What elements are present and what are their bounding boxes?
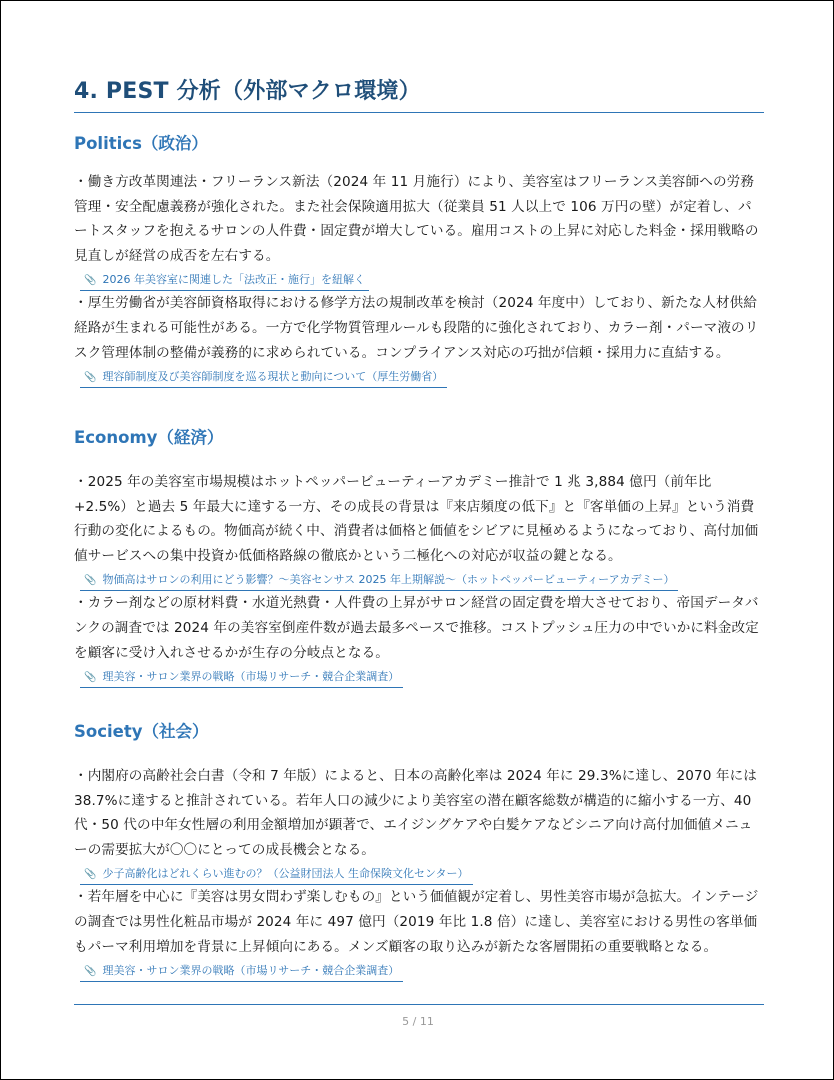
page-number: 5 / 11	[402, 1015, 434, 1028]
reference-label: 少子高齢化はどれくらい進むの？（公益財団法人 生命保険文化センター）	[102, 867, 469, 881]
reference-label: 理容師制度及び美容師制度を巡る現状と動向について（厚生労働省）	[102, 370, 444, 384]
paperclip-icon: 📎	[84, 575, 97, 587]
reference-label: 理美容・サロン業界の戦略（市場リサーチ・競合企業調査）	[102, 670, 400, 684]
section-heading: Politics（政治）	[74, 134, 208, 153]
paragraph: ・2025 年の美容室市場規模はホットペッパービューティーアカデミー推計で 1 兆 3,884 億円（前年比+2.5%）と過去 5 年最大に達する一方、その成長の背景は『来店頻度の低下』と『客単価の上昇』という消費行動の変化によるもの。物価高が続く中、消費者は価格と価値をシビアに見極めるようになっており、高付加価値サービスへの集中投資か低価格路線の徹底かという二極化への対応が収益の鍵となる。	[74, 474, 759, 564]
footer-divider	[74, 1004, 764, 1005]
reference-label: 物価高はサロンの利用にどう影響？〜美容センサス 2025 年上期解説〜（ホットペッパービューティーアカデミー）	[102, 573, 675, 587]
title-divider	[74, 112, 764, 113]
reference-label: 2026 年美容室に関連した「法改正・施行」を紐解く	[102, 273, 365, 287]
paperclip-icon: 📎	[84, 869, 97, 881]
reference-link[interactable]	[80, 963, 403, 982]
reference-link[interactable]	[80, 572, 678, 591]
section-politics	[74, 133, 764, 388]
paragraph: ・内閣府の高齢社会白書（令和 7 年版）によると、日本の高齢化率は 2024 年に 29.3%に達し、2070 年には 38.7%に達すると推計されている。若年人口の減少により美容室の潜在顧客総数が構造的に縮小する一方、40 代・50 代の中年女性層の利用金額増加が顕著で、エイジングケアや白髪ケアなどシニア向け高付加価値メニューの需要拡大が〇〇にとっての成長機会となる。	[74, 768, 758, 858]
section-economy	[74, 427, 764, 688]
paragraph: ・働き方改革関連法・フリーランス新法（2024 年 11 月施行）により、美容室はフリーランス美容師への労務管理・安全配慮義務が強化された。また社会保険適用拡大（従業員 51 人以上で 106 万円の壁）が定着し、パートスタッフを抱えるサロンの人件費・固定費が増大している。雇用コストの上昇に対応した料金・採用戦略の見直しが経営の成否を左右する。	[74, 174, 759, 264]
paperclip-icon: 📎	[84, 275, 97, 287]
paragraph: ・若年層を中心に『美容は男女問わず楽しむもの』という価値観が定着し、男性美容市場が急拡大。インテージの調査では男性化粧品市場が 2024 年に 497 億円（2019 年比 1.8 倍）に達し、美容室における男性の客単価もパーマ利用増加を背景に上昇傾向にある。メンズ顧客の取り込みが新たな客層開拓の重要戦略となる。	[74, 889, 759, 955]
paperclip-icon: 📎	[84, 372, 97, 384]
paragraph: ・厚生労働省が美容師資格取得における修学方法の規制改革を検討（2024 年度中）しており、新たな人材供給経路が生まれる可能性がある。一方で化学物質管理ルールも段階的に強化されており、カラー剤・パーマ液のリスク管理体制の整備が義務的に求められている。コンプライアンス対応の巧拙が信頼・採用力に直結する。	[74, 295, 759, 361]
page-title: 4. PEST 分析（外部マクロ環境）	[74, 79, 421, 104]
reference-link[interactable]	[80, 272, 369, 291]
reference-label: 理美容・サロン業界の戦略（市場リサーチ・競合企業調査）	[102, 964, 400, 978]
paperclip-icon: 📎	[84, 672, 97, 684]
paragraph: ・カラー剤などの原材料費・水道光熱費・人件費の上昇がサロン経営の固定費を増大させており、帝国データバンクの調査では 2024 年の美容室倒産件数が過去最多ペースで推移。コストプッシュ圧力の中でいかに料金改定を顧客に受け入れさせるかが生存の分岐点となる。	[74, 595, 759, 661]
reference-link[interactable]	[80, 669, 403, 688]
reference-link[interactable]	[80, 369, 447, 388]
reference-link[interactable]	[80, 866, 473, 885]
paperclip-icon: 📎	[84, 966, 97, 978]
section-society	[74, 721, 764, 982]
section-heading: Economy（経済）	[74, 428, 224, 447]
section-heading: Society（社会）	[74, 722, 209, 741]
